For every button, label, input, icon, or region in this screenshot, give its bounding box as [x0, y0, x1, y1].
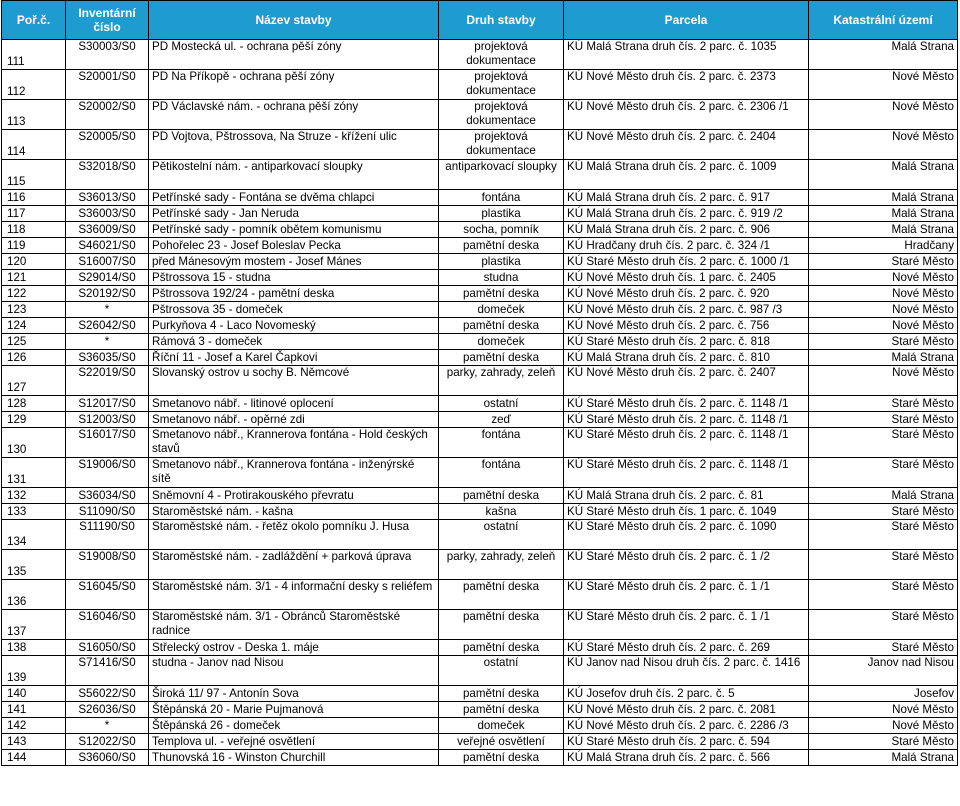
row-inventory-number: S36060/S0	[66, 750, 149, 766]
row-building-type: domeček	[439, 334, 564, 350]
header-cadastral-area: Katastrální území	[809, 1, 958, 40]
header-inventory-number: Inventární číslo	[66, 1, 149, 40]
row-building-name: Staroměstské nám. 3/1 - Obránců Staroměstské radnice	[149, 610, 439, 640]
row-cadastral-area: Nové Město	[809, 70, 958, 100]
table-row	[2, 504, 958, 520]
row-order-number: 143	[2, 734, 66, 750]
row-building-type: pamětní deska	[439, 610, 564, 640]
row-building-type: pamětní deska	[439, 318, 564, 334]
row-cadastral-area: Staré Město	[809, 334, 958, 350]
row-parcel: KÚ Nové Město druh čís. 2 parc. č. 920	[564, 286, 809, 302]
header-row	[2, 1, 958, 40]
row-building-type: projektová dokumentace	[439, 130, 564, 160]
table-row	[2, 488, 958, 504]
row-parcel: KÚ Malá Strana druh čís. 2 parc. č. 906	[564, 222, 809, 238]
row-order-number: 120	[2, 254, 66, 270]
row-building-type: kašna	[439, 504, 564, 520]
row-parcel: KÚ Nové Město druh čís. 2 parc. č. 2404	[564, 130, 809, 160]
table-row	[2, 40, 958, 70]
row-building-type: pamětní deska	[439, 286, 564, 302]
row-inventory-number: S36013/S0	[66, 190, 149, 206]
row-cadastral-area: Malá Strana	[809, 40, 958, 70]
table-row	[2, 718, 958, 734]
row-building-name: Pětikostelní nám. - antiparkovací sloupky	[149, 160, 439, 190]
row-parcel: KÚ Staré Město druh čís. 1 parc. č. 1049	[564, 504, 809, 520]
row-cadastral-area: Staré Město	[809, 640, 958, 656]
row-order-number: 112	[2, 70, 66, 100]
row-parcel: KÚ Malá Strana druh čís. 2 parc. č. 917	[564, 190, 809, 206]
row-cadastral-area: Staré Město	[809, 254, 958, 270]
row-building-name: Štěpánská 26 - domeček	[149, 718, 439, 734]
table-row	[2, 254, 958, 270]
table-row	[2, 334, 958, 350]
row-order-number: 141	[2, 702, 66, 718]
row-inventory-number: S46021/S0	[66, 238, 149, 254]
row-building-type: pamětní deska	[439, 750, 564, 766]
row-cadastral-area: Staré Město	[809, 458, 958, 488]
row-cadastral-area: Nové Město	[809, 318, 958, 334]
row-building-name: Smetanovo nábř. - opěrné zdi	[149, 412, 439, 428]
row-parcel: KÚ Malá Strana druh čís. 2 parc. č. 1009	[564, 160, 809, 190]
table-row	[2, 206, 958, 222]
row-inventory-number: S11190/S0	[66, 520, 149, 550]
table-body	[2, 40, 958, 766]
table-row	[2, 286, 958, 302]
row-cadastral-area: Staré Město	[809, 520, 958, 550]
row-parcel: KÚ Nové Město druh čís. 2 parc. č. 2407	[564, 366, 809, 396]
row-order-number: 124	[2, 318, 66, 334]
row-parcel: KÚ Nové Město druh čís. 2 parc. č. 2081	[564, 702, 809, 718]
table-row	[2, 750, 958, 766]
row-building-type: projektová dokumentace	[439, 40, 564, 70]
row-order-number: 134	[2, 520, 66, 550]
row-building-type: domeček	[439, 718, 564, 734]
table-row	[2, 70, 958, 100]
row-inventory-number: S36003/S0	[66, 206, 149, 222]
row-inventory-number: S12017/S0	[66, 396, 149, 412]
table-row	[2, 550, 958, 580]
row-cadastral-area: Staré Město	[809, 396, 958, 412]
row-parcel: KÚ Nové Město druh čís. 2 parc. č. 2286 /3	[564, 718, 809, 734]
row-inventory-number: S20192/S0	[66, 286, 149, 302]
row-cadastral-area: Nové Město	[809, 702, 958, 718]
header-building-type: Druh stavby	[439, 1, 564, 40]
row-inventory-number: S19008/S0	[66, 550, 149, 580]
row-inventory-number: S26042/S0	[66, 318, 149, 334]
row-building-type: ostatní	[439, 520, 564, 550]
row-parcel: KÚ Staré Město druh čís. 2 parc. č. 1000 /1	[564, 254, 809, 270]
table-row	[2, 458, 958, 488]
row-order-number: 131	[2, 458, 66, 488]
row-order-number: 119	[2, 238, 66, 254]
row-building-type: antiparkovací sloupky	[439, 160, 564, 190]
row-building-name: Štěpánská 20 - Marie Pujmanová	[149, 702, 439, 718]
row-parcel: KÚ Staré Město druh čís. 2 parc. č. 1148 /1	[564, 428, 809, 458]
row-inventory-number: S36009/S0	[66, 222, 149, 238]
row-building-type: plastika	[439, 254, 564, 270]
row-building-type: projektová dokumentace	[439, 70, 564, 100]
table-row	[2, 350, 958, 366]
table-row	[2, 270, 958, 286]
row-cadastral-area: Malá Strana	[809, 350, 958, 366]
row-order-number: 127	[2, 366, 66, 396]
row-cadastral-area: Malá Strana	[809, 160, 958, 190]
table-row	[2, 130, 958, 160]
table-row	[2, 366, 958, 396]
row-order-number: 138	[2, 640, 66, 656]
row-building-name: Smetanovo nábř., Krannerova fontána - inženýrské sítě	[149, 458, 439, 488]
row-inventory-number: S19006/S0	[66, 458, 149, 488]
table-row	[2, 702, 958, 718]
row-order-number: 129	[2, 412, 66, 428]
row-parcel: KÚ Staré Město druh čís. 2 parc. č. 1090	[564, 520, 809, 550]
row-building-type: pamětní deska	[439, 238, 564, 254]
row-building-type: ostatní	[439, 396, 564, 412]
row-cadastral-area: Janov nad Nisou	[809, 656, 958, 686]
row-cadastral-area: Staré Město	[809, 428, 958, 458]
row-building-name: PD Vojtova, Pštrossova, Na Struze - křížení ulic	[149, 130, 439, 160]
row-building-type: pamětní deska	[439, 488, 564, 504]
row-inventory-number: S71416/S0	[66, 656, 149, 686]
row-order-number: 128	[2, 396, 66, 412]
row-building-name: Rámová 3 - domeček	[149, 334, 439, 350]
row-building-name: Pštrossova 35 - domeček	[149, 302, 439, 318]
row-order-number: 126	[2, 350, 66, 366]
row-parcel: KÚ Staré Město druh čís. 2 parc. č. 1148 /1	[564, 458, 809, 488]
row-parcel: KÚ Staré Město druh čís. 2 parc. č. 1 /1	[564, 580, 809, 610]
row-order-number: 123	[2, 302, 66, 318]
row-inventory-number: S36034/S0	[66, 488, 149, 504]
row-building-name: Široká 11/ 97 - Antonín Sova	[149, 686, 439, 702]
table-row	[2, 100, 958, 130]
row-inventory-number: S16050/S0	[66, 640, 149, 656]
row-building-name: Staroměstské nám. - řetěz okolo pomníku J. Husa	[149, 520, 439, 550]
row-parcel: KÚ Malá Strana druh čís. 2 parc. č. 919 /2	[564, 206, 809, 222]
row-inventory-number: S16045/S0	[66, 580, 149, 610]
row-cadastral-area: Hradčany	[809, 238, 958, 254]
row-building-type: veřejné osvětlení	[439, 734, 564, 750]
row-building-name: před Mánesovým mostem - Josef Mánes	[149, 254, 439, 270]
header-parcel: Parcela	[564, 1, 809, 40]
row-inventory-number: S20005/S0	[66, 130, 149, 160]
row-building-name: Petřínské sady - pomník obětem komunismu	[149, 222, 439, 238]
row-building-name: Sněmovní 4 - Protirakouského převratu	[149, 488, 439, 504]
table-row	[2, 580, 958, 610]
table-row	[2, 412, 958, 428]
row-cadastral-area: Malá Strana	[809, 222, 958, 238]
table-row	[2, 160, 958, 190]
row-building-type: parky, zahrady, zeleň	[439, 366, 564, 396]
row-inventory-number: S16007/S0	[66, 254, 149, 270]
row-order-number: 117	[2, 206, 66, 222]
row-inventory-number: S16017/S0	[66, 428, 149, 458]
row-order-number: 113	[2, 100, 66, 130]
row-cadastral-area: Staré Město	[809, 550, 958, 580]
row-building-type: pamětní deska	[439, 686, 564, 702]
row-order-number: 142	[2, 718, 66, 734]
inventory-table	[1, 0, 958, 766]
row-order-number: 132	[2, 488, 66, 504]
row-building-name: Pohořelec 23 - Josef Boleslav Pecka	[149, 238, 439, 254]
table-row	[2, 686, 958, 702]
row-inventory-number: S36035/S0	[66, 350, 149, 366]
row-order-number: 111	[2, 40, 66, 70]
row-order-number: 144	[2, 750, 66, 766]
row-order-number: 140	[2, 686, 66, 702]
table-row	[2, 222, 958, 238]
table-row	[2, 396, 958, 412]
row-inventory-number: S30003/S0	[66, 40, 149, 70]
row-cadastral-area: Nové Město	[809, 270, 958, 286]
row-building-name: Petřínské sady - Fontána se dvěma chlapci	[149, 190, 439, 206]
row-order-number: 135	[2, 550, 66, 580]
row-cadastral-area: Staré Město	[809, 734, 958, 750]
row-parcel: KÚ Staré Město druh čís. 2 parc. č. 1148 /1	[564, 412, 809, 428]
row-cadastral-area: Nové Město	[809, 718, 958, 734]
header-building-name: Název stavby	[149, 1, 439, 40]
row-parcel: KÚ Malá Strana druh čís. 2 parc. č. 566	[564, 750, 809, 766]
row-order-number: 122	[2, 286, 66, 302]
row-parcel: KÚ Nové Město druh čís. 2 parc. č. 2373	[564, 70, 809, 100]
table-row	[2, 734, 958, 750]
row-parcel: KÚ Nové Město druh čís. 2 parc. č. 987 /3	[564, 302, 809, 318]
row-building-name: Pštrossova 192/24 - pamětní deska	[149, 286, 439, 302]
row-parcel: KÚ Malá Strana druh čís. 2 parc. č. 810	[564, 350, 809, 366]
table-row	[2, 190, 958, 206]
row-building-type: plastika	[439, 206, 564, 222]
row-cadastral-area: Nové Město	[809, 130, 958, 160]
row-building-name: studna - Janov nad Nisou	[149, 656, 439, 686]
row-building-type: fontána	[439, 428, 564, 458]
row-inventory-number: S20001/S0	[66, 70, 149, 100]
row-building-name: Pštrossova 15 - studna	[149, 270, 439, 286]
row-order-number: 136	[2, 580, 66, 610]
row-building-type: domeček	[439, 302, 564, 318]
row-building-name: Thunovská 16 - Winston Churchill	[149, 750, 439, 766]
row-building-name: Smetanovo nábř. - litinové oplocení	[149, 396, 439, 412]
row-building-type: socha, pomník	[439, 222, 564, 238]
header-order-number: Poř.č.	[2, 1, 66, 40]
table-row	[2, 640, 958, 656]
row-parcel: KÚ Staré Město druh čís. 2 parc. č. 1148 /1	[564, 396, 809, 412]
row-cadastral-area: Staré Město	[809, 580, 958, 610]
row-cadastral-area: Nové Město	[809, 302, 958, 318]
table-row	[2, 238, 958, 254]
row-inventory-number: S12022/S0	[66, 734, 149, 750]
row-building-type: fontána	[439, 190, 564, 206]
row-inventory-number: S26036/S0	[66, 702, 149, 718]
row-parcel: KÚ Nové Město druh čís. 2 parc. č. 756	[564, 318, 809, 334]
row-building-type: zeď	[439, 412, 564, 428]
row-inventory-number: S32018/S0	[66, 160, 149, 190]
row-building-type: projektová dokumentace	[439, 100, 564, 130]
row-building-type: pamětní deska	[439, 350, 564, 366]
row-building-name: Střelecký ostrov - Deska 1. máje	[149, 640, 439, 656]
row-building-name: Purkyňova 4 - Laco Novomeský	[149, 318, 439, 334]
row-cadastral-area: Josefov	[809, 686, 958, 702]
row-inventory-number: S29014/S0	[66, 270, 149, 286]
row-building-type: studna	[439, 270, 564, 286]
row-parcel: KÚ Malá Strana druh čís. 2 parc. č. 1035	[564, 40, 809, 70]
row-order-number: 121	[2, 270, 66, 286]
row-building-type: parky, zahrady, zeleň	[439, 550, 564, 580]
row-inventory-number: *	[66, 334, 149, 350]
row-inventory-number: S20002/S0	[66, 100, 149, 130]
row-inventory-number: S22019/S0	[66, 366, 149, 396]
row-order-number: 118	[2, 222, 66, 238]
row-order-number: 139	[2, 656, 66, 686]
row-building-name: PD Mostecká ul. - ochrana pěší zóny	[149, 40, 439, 70]
row-building-name: Říční 11 - Josef a Karel Čapkovi	[149, 350, 439, 366]
row-building-type: pamětní deska	[439, 580, 564, 610]
row-parcel: KÚ Josefov druh čís. 2 parc. č. 5	[564, 686, 809, 702]
row-building-name: PD Václavské nám. - ochrana pěší zóny	[149, 100, 439, 130]
row-building-name: Slovanský ostrov u sochy B. Němcové	[149, 366, 439, 396]
row-inventory-number: *	[66, 718, 149, 734]
row-parcel: KÚ Staré Město druh čís. 2 parc. č. 594	[564, 734, 809, 750]
row-building-name: Smetanovo nábř., Krannerova fontána - Hold českých stavů	[149, 428, 439, 458]
row-building-name: Petřínské sady - Jan Neruda	[149, 206, 439, 222]
row-parcel: KÚ Staré Město druh čís. 2 parc. č. 269	[564, 640, 809, 656]
row-order-number: 137	[2, 610, 66, 640]
row-cadastral-area: Staré Město	[809, 504, 958, 520]
row-cadastral-area: Nové Město	[809, 286, 958, 302]
row-building-name: Staroměstské nám. 3/1 - 4 informační desky s reliéfem	[149, 580, 439, 610]
table-row	[2, 656, 958, 686]
row-building-type: ostatní	[439, 656, 564, 686]
row-cadastral-area: Malá Strana	[809, 190, 958, 206]
row-order-number: 133	[2, 504, 66, 520]
row-inventory-number: S56022/S0	[66, 686, 149, 702]
row-cadastral-area: Staré Město	[809, 610, 958, 640]
table-row	[2, 428, 958, 458]
table-row	[2, 520, 958, 550]
row-building-type: pamětní deska	[439, 640, 564, 656]
table-row	[2, 318, 958, 334]
row-parcel: KÚ Malá Strana druh čís. 2 parc. č. 81	[564, 488, 809, 504]
row-building-type: fontána	[439, 458, 564, 488]
row-parcel: KÚ Janov nad Nisou druh čís. 2 parc. č. 1416	[564, 656, 809, 686]
row-order-number: 116	[2, 190, 66, 206]
row-inventory-number: S11090/S0	[66, 504, 149, 520]
row-cadastral-area: Nové Město	[809, 366, 958, 396]
row-building-name: Staroměstské nám. - kašna	[149, 504, 439, 520]
row-building-name: PD Na Příkopě - ochrana pěší zóny	[149, 70, 439, 100]
row-inventory-number: S12003/S0	[66, 412, 149, 428]
row-parcel: KÚ Staré Město druh čís. 2 parc. č. 1 /2	[564, 550, 809, 580]
row-order-number: 130	[2, 428, 66, 458]
row-cadastral-area: Malá Strana	[809, 206, 958, 222]
row-parcel: KÚ Nové Město druh čís. 2 parc. č. 2306 /1	[564, 100, 809, 130]
row-building-name: Templova ul. - veřejné osvětlení	[149, 734, 439, 750]
row-building-name: Staroměstské nám. - zadláždění + parková úprava	[149, 550, 439, 580]
table-row	[2, 302, 958, 318]
row-parcel: KÚ Hradčany druh čís. 2 parc. č. 324 /1	[564, 238, 809, 254]
row-order-number: 125	[2, 334, 66, 350]
row-building-type: pamětní deska	[439, 702, 564, 718]
table-row	[2, 610, 958, 640]
row-inventory-number: S16046/S0	[66, 610, 149, 640]
row-cadastral-area: Malá Strana	[809, 750, 958, 766]
row-inventory-number: *	[66, 302, 149, 318]
row-parcel: KÚ Staré Město druh čís. 2 parc. č. 1 /1	[564, 610, 809, 640]
row-cadastral-area: Staré Město	[809, 412, 958, 428]
row-order-number: 114	[2, 130, 66, 160]
row-parcel: KÚ Nové Město druh čís. 1 parc. č. 2405	[564, 270, 809, 286]
row-cadastral-area: Malá Strana	[809, 488, 958, 504]
row-cadastral-area: Nové Město	[809, 100, 958, 130]
row-parcel: KÚ Staré Město druh čís. 2 parc. č. 818	[564, 334, 809, 350]
row-order-number: 115	[2, 160, 66, 190]
